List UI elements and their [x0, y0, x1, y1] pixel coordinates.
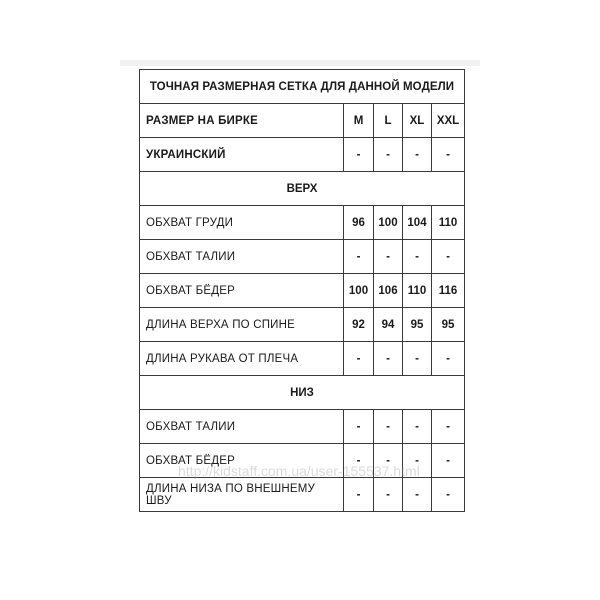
- section-header-bottom: [140, 376, 465, 410]
- table-cell: 92: [344, 308, 374, 342]
- table-title: ТОЧНАЯ РАЗМЕРНАЯ СЕТКА ДЛЯ ДАННОЙ МОДЕЛИ: [140, 70, 465, 104]
- table-cell: -: [374, 138, 403, 172]
- table-row: [140, 444, 465, 478]
- row-label: ОБХВАТ БЁДЕР: [140, 444, 344, 478]
- table-cell: -: [344, 410, 374, 444]
- table-cell: 110: [432, 206, 465, 240]
- row-label: ДЛИНА РУКАВА ОТ ПЛЕЧА: [140, 342, 344, 376]
- size-header-m: M: [344, 104, 374, 138]
- ukrainian-label: УКРАИНСКИЙ: [140, 138, 344, 172]
- table-cell: 96: [344, 206, 374, 240]
- table-cell: -: [374, 240, 403, 274]
- table-cell: -: [403, 444, 432, 478]
- row-label: ОБХВАТ ТАЛИИ: [140, 410, 344, 444]
- table-cell: -: [432, 444, 465, 478]
- table-cell: -: [374, 342, 403, 376]
- table-cell: 104: [403, 206, 432, 240]
- row-label: ДЛИНА ВЕРХА ПО СПИНЕ: [140, 308, 344, 342]
- size-header-xl: XL: [403, 104, 432, 138]
- row-label: ОБХВАТ ГРУДИ: [140, 206, 344, 240]
- table-cell: -: [432, 342, 465, 376]
- table-cell: -: [344, 138, 374, 172]
- table-cell: -: [403, 240, 432, 274]
- table-cell: -: [403, 138, 432, 172]
- row-label: ОБХВАТ БЁДЕР: [140, 274, 344, 308]
- table-cell: -: [432, 138, 465, 172]
- row-label: ОБХВАТ ТАЛИИ: [140, 240, 344, 274]
- table-cell: 100: [374, 206, 403, 240]
- table-cell: -: [344, 342, 374, 376]
- table-cell: 116: [432, 274, 465, 308]
- table-cell: 95: [432, 308, 465, 342]
- table-cell: -: [374, 410, 403, 444]
- table-cell: 106: [374, 274, 403, 308]
- size-header-xxl: XXL: [432, 104, 465, 138]
- table-cell: -: [374, 478, 403, 512]
- table-cell: -: [403, 410, 432, 444]
- table-row: [140, 240, 465, 274]
- top-divider: [120, 60, 480, 66]
- size-header-label: РАЗМЕР НА БИРКЕ: [140, 104, 344, 138]
- table-row: [140, 410, 465, 444]
- table-cell: 94: [374, 308, 403, 342]
- size-header-l: L: [374, 104, 403, 138]
- section-header-top: [140, 172, 465, 206]
- table-cell: -: [432, 240, 465, 274]
- size-header-row: [140, 104, 465, 138]
- table-cell: -: [374, 444, 403, 478]
- table-cell: -: [403, 342, 432, 376]
- table-row: [140, 342, 465, 376]
- watermark-text: http://kidstaff.com.ua/user-155537.html: [178, 463, 420, 479]
- table-cell: -: [344, 444, 374, 478]
- table-row: [140, 206, 465, 240]
- table-cell: 100: [344, 274, 374, 308]
- table-row: [140, 308, 465, 342]
- table-row: [140, 478, 465, 512]
- ukrainian-row: [140, 138, 465, 172]
- table-row: [140, 274, 465, 308]
- section-title-bottom: НИЗ: [140, 376, 465, 410]
- section-title-top: ВЕРХ: [140, 172, 465, 206]
- table-cell: -: [432, 410, 465, 444]
- table-cell: -: [344, 240, 374, 274]
- table-cell: -: [432, 478, 465, 512]
- title-row: [140, 70, 465, 104]
- size-chart-table: [139, 69, 465, 512]
- table-cell: -: [403, 478, 432, 512]
- table-cell: 110: [403, 274, 432, 308]
- table-cell: -: [344, 478, 374, 512]
- table-cell: 95: [403, 308, 432, 342]
- row-label: ДЛИНА НИЗА ПО ВНЕШНЕМУ ШВУ: [140, 478, 344, 512]
